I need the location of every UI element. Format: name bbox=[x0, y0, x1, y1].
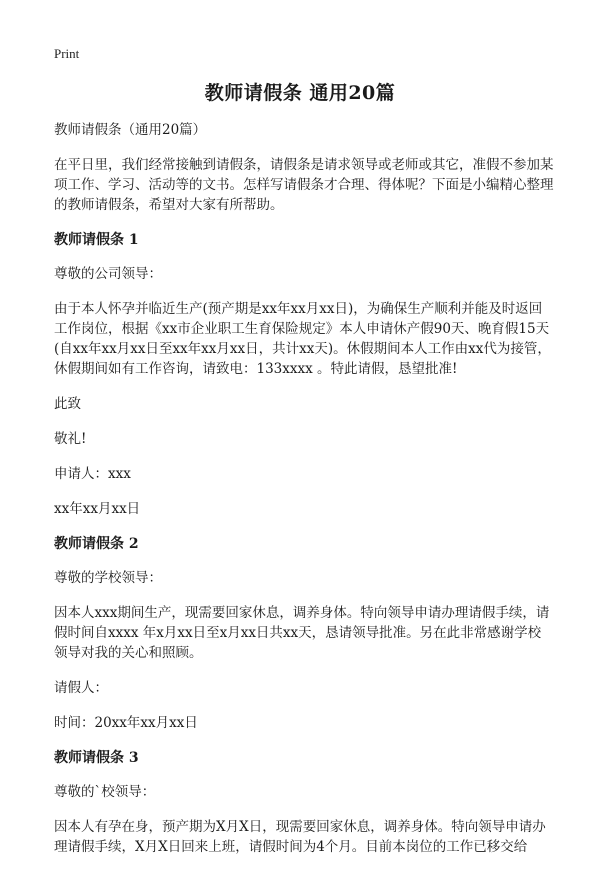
section-1-salutation: 尊敬的公司领导： bbox=[54, 266, 162, 282]
document-subtitle: 教师请假条（通用20篇） bbox=[54, 122, 207, 138]
section-heading-3: 教师请假条 3 bbox=[54, 750, 139, 766]
page-title: 教师请假条 通用20篇 bbox=[204, 82, 396, 104]
section-1-closing-1: 此致 bbox=[54, 396, 81, 412]
section-3-body: 因本人有孕在身，预产期为X月X日，现需要回家休息，调养身体。特向领导申请办理请假手续，X月X日回来上班，请假时间为4个月。目前本岗位的工作已移交给 bbox=[54, 819, 546, 855]
section-2-date: 时间：20xx年xx月xx日 bbox=[54, 715, 198, 731]
section-heading-1: 教师请假条 1 bbox=[54, 232, 139, 248]
print-link[interactable]: Print bbox=[54, 46, 80, 61]
section-2-salutation: 尊敬的学校领导： bbox=[54, 570, 162, 586]
section-3-salutation: 尊敬的`校领导： bbox=[54, 784, 156, 800]
intro-paragraph: 在平日里，我们经常接触到请假条，请假条是请求领导或老师或其它，准假不参加某项工作、学习、活动等的文书。怎样写请假条才合理、得体呢？下面是小编精心整理的教师请假条，希望对大家有所帮助。 bbox=[54, 157, 554, 213]
section-1-closing-2: 敬礼! bbox=[54, 431, 87, 447]
section-1-date: xx年xx月xx日 bbox=[54, 501, 141, 517]
section-heading-2: 教师请假条 2 bbox=[54, 536, 139, 552]
document-body bbox=[54, 120, 554, 872]
section-1-applicant: 申请人：xxx bbox=[54, 466, 131, 482]
section-1-body: 由于本人怀孕并临近生产(预产期是xx年xx月xx日)，为确保生产顺利并能及时返回工作岗位，根据《xx市企业职工生育保险规定》本人申请休产假90天、晚育假15天(自xx年xx月xx日至xx年xx月xx日，共计xx天)。休假期间本人工作由xx代为接管，休假期间如有工作咨询，请致电：133xxxx 。特此请假，恳望批准! bbox=[54, 301, 551, 377]
section-2-applicant: 请假人： bbox=[54, 680, 108, 696]
section-2-body: 因本人xxx期间生产，现需要回家休息，调养身体。特向领导申请办理请假手续，请假时间自xxxx 年x月xx日至x月xx日共xx天，恳请领导批准。另在此非常感谢学校领导对我的关心和照顾。 bbox=[54, 605, 550, 661]
